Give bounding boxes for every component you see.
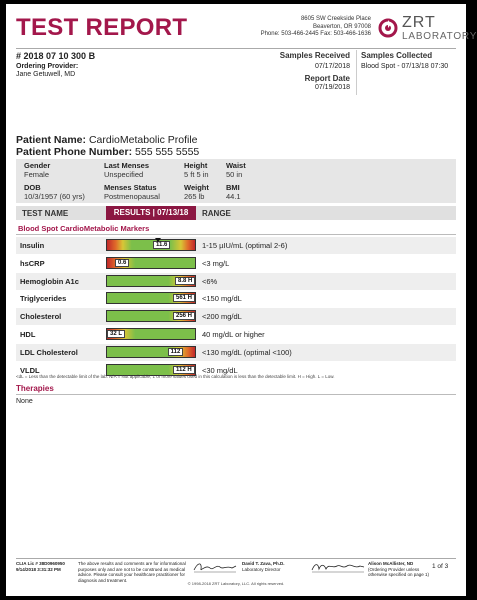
height-value: 5 ft 5 in xyxy=(184,170,209,179)
menses-cell xyxy=(104,161,149,179)
samples-received-label: Samples Received xyxy=(279,51,350,60)
logo-sub: LABORATORY xyxy=(402,31,477,42)
ordering-provider: Jane Getuwell, MD xyxy=(16,71,76,78)
menses-status-cell xyxy=(104,183,160,201)
reference-range: 40 mg/dL or higher xyxy=(202,330,265,339)
reference-range: <130 mg/dL (optimal <100) xyxy=(202,347,292,357)
address-line: Beaverton, OR 97008 xyxy=(312,23,371,30)
table-row xyxy=(16,237,456,254)
test-name: Insulin xyxy=(20,241,45,250)
patient-name: CardioMetabolic Profile xyxy=(88,134,198,146)
height-label: Height xyxy=(184,161,208,170)
md-line: otherwise specified on page 1) xyxy=(368,572,430,577)
menses-status-label: Menses Status xyxy=(104,183,157,192)
result-bar xyxy=(106,328,196,340)
address-line: 8605 SW Creekside Place xyxy=(300,16,371,22)
test-name: VLDL xyxy=(20,365,40,375)
waist-cell xyxy=(226,161,246,179)
lab-address xyxy=(216,16,371,39)
result-bar xyxy=(106,239,196,251)
therapies-divider xyxy=(16,394,456,395)
md-info xyxy=(368,561,430,578)
report-date: 07/19/2018 xyxy=(314,84,350,91)
dob-value: 10/3/1957 (60 yrs) xyxy=(24,192,85,201)
result-value: 112 H xyxy=(173,366,195,374)
samples-collected-label: Samples Collected xyxy=(361,51,433,60)
results-table-header xyxy=(16,206,456,220)
director-info xyxy=(242,561,304,572)
md-line: Alison McAllister, ND xyxy=(368,561,414,566)
waist-value: 50 in xyxy=(226,170,243,179)
header-column-divider xyxy=(356,50,357,95)
table-row xyxy=(16,290,456,307)
result-bar xyxy=(106,275,196,287)
test-name: Triglycerides xyxy=(20,294,67,304)
result-bar xyxy=(106,310,196,322)
menses-status-value: Postmenopausal xyxy=(104,192,160,201)
therapies-title: Therapies xyxy=(16,384,54,393)
samples-received: 07/17/2018 xyxy=(314,63,350,70)
logo-name: ZRT xyxy=(402,14,436,31)
col-results: RESULTS | 07/13/18 xyxy=(106,206,196,220)
table-row xyxy=(16,308,456,325)
dob-cell xyxy=(24,183,85,201)
table-row xyxy=(16,255,456,272)
patient-name-line xyxy=(16,134,198,146)
gender-cell xyxy=(24,161,50,179)
reference-range: 1-15 µIU/mL (optimal 2-6) xyxy=(202,241,288,250)
result-bar xyxy=(106,292,196,304)
table-row xyxy=(16,273,456,290)
weight-value: 265 lb xyxy=(184,192,205,201)
patient-phone-label: Patient Phone Number: xyxy=(16,146,133,158)
waist-label: Waist xyxy=(226,161,246,170)
demographics-panel xyxy=(16,159,456,203)
page-number: 1 of 3 xyxy=(432,563,449,570)
bmi-value: 44.1 xyxy=(226,192,241,201)
copyright: © 1998-2018 ZRT Laboratory, LLC. All rights reserved. xyxy=(187,581,285,586)
table-row xyxy=(16,326,456,343)
reference-range: <150 mg/dL xyxy=(202,294,242,304)
weight-cell xyxy=(184,183,209,201)
address-line: Phone: 503-466-2445 Fax: 503-466-1636 xyxy=(260,31,371,37)
table-row xyxy=(16,344,456,361)
patient-name-label: Patient Name: xyxy=(16,134,87,146)
clia-line: CLIA Lic # 38D0960950 xyxy=(16,561,65,566)
report-date-label: Report Date xyxy=(304,74,350,83)
result-value: 32 L xyxy=(107,330,125,338)
result-value: 112 xyxy=(168,348,184,356)
clia-line: 9/14/2018 3:31:32 PM xyxy=(16,567,61,572)
test-name: hsCRP xyxy=(20,258,45,268)
md-signature-icon xyxy=(310,560,366,574)
test-name: HDL xyxy=(20,330,36,339)
reference-range: <3 mg/L xyxy=(202,258,230,268)
reference-range: <6% xyxy=(202,276,218,286)
disclaimer: The above results and comments are for informational purposes only and are not to be construed as medical advice. Please consult your healthcare practitioner for diagnosis and treatment. xyxy=(78,561,186,583)
result-bar xyxy=(106,257,196,269)
footer-divider xyxy=(16,558,456,559)
reference-range: <200 mg/dL xyxy=(202,312,242,322)
bmi-cell xyxy=(226,183,241,201)
clia-info xyxy=(16,561,76,573)
director-signature-icon xyxy=(192,560,238,574)
result-value: 0.6 xyxy=(115,259,129,267)
gender-label: Gender xyxy=(24,161,51,170)
section-divider xyxy=(16,234,456,235)
result-bar xyxy=(106,346,196,358)
test-name: Hemoglobin A1c xyxy=(20,276,79,286)
col-range: RANGE xyxy=(202,209,231,218)
samples-collected: Blood Spot - 07/13/18 07:30 xyxy=(361,63,449,70)
result-value: 256 H xyxy=(173,312,195,320)
header-divider xyxy=(16,48,456,49)
ordering-provider-label: Ordering Provider: xyxy=(16,63,79,70)
director-line: David T. Zava, Ph.D. xyxy=(242,561,285,566)
bmi-label: BMI xyxy=(226,183,240,192)
report-title: TEST REPORT xyxy=(16,14,188,41)
patient-phone: 555 555 5555 xyxy=(135,146,200,158)
test-name: Cholesterol xyxy=(20,312,62,322)
optimal-marker-icon xyxy=(155,238,161,242)
dob-label: DOB xyxy=(24,183,41,192)
patient-phone-line xyxy=(16,146,199,158)
gender-value: Female xyxy=(24,170,50,179)
test-name: LDL Cholesterol xyxy=(20,347,78,357)
report-page xyxy=(6,4,477,596)
height-cell xyxy=(184,161,209,179)
result-value: 11.6 xyxy=(153,241,170,249)
section-title: Blood Spot CardioMetabolic Markers xyxy=(18,224,150,233)
therapies-value: None xyxy=(16,398,33,405)
weight-label: Weight xyxy=(184,183,209,192)
footnote: <dL = Less than the detectable limit of the lab. N/A = Not applicable; 1 or more values used in this calculation is less than the detectable limit. H = High. L = Low. xyxy=(16,374,335,379)
menses-label: Last Menses xyxy=(104,161,150,170)
accession-number: # 2018 07 10 300 B xyxy=(16,51,96,61)
director-line: Laboratory Director xyxy=(242,566,281,572)
md-line: (Ordering Provider unless xyxy=(368,566,420,572)
logo-mark-icon xyxy=(378,18,398,38)
zrt-logo xyxy=(378,14,477,44)
col-test-name: TEST NAME xyxy=(22,209,69,218)
reference-range: <30 mg/dL xyxy=(202,365,238,375)
result-value: 561 H xyxy=(173,294,195,302)
result-value: 8.8 H xyxy=(175,277,195,285)
menses-value: Unspecified xyxy=(104,170,144,179)
